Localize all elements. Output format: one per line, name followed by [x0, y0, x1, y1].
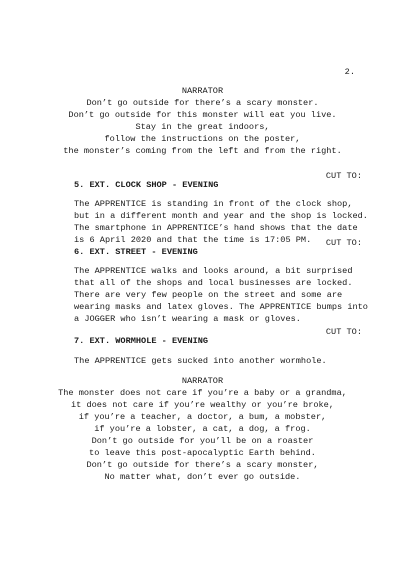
action-line: The APPRENTICE is standing in front of the clock shop,	[74, 199, 353, 209]
action-line: wearing masks and latex gloves. The APPRENTICE bumps into	[74, 302, 368, 312]
action-line: a JOGGER who isn’t wearing a mask or gloves.	[74, 314, 301, 324]
transition-cut-to: CUT TO:	[325, 171, 362, 181]
dialogue-line: to leave this post-apocalyptic Earth behind.	[89, 448, 316, 458]
transition-cut-to: CUT TO:	[325, 327, 362, 337]
action-line: The APPRENTICE walks and looks around, a bit surprised	[74, 266, 353, 276]
action-line: that all of the shops and local businesses are locked.	[74, 278, 353, 288]
dialogue-line: the monster’s coming from the left and from the right.	[63, 146, 342, 156]
action-line: The APPRENTICE gets sucked into another wormhole.	[74, 356, 327, 366]
action-line: The smartphone in APPRENTICE’s hand shows that the date	[74, 223, 358, 233]
dialogue-line: Don’t go outside for there’s a scary monster.	[86, 98, 319, 108]
dialogue-line: if you’re a teacher, a doctor, a bum, a mobster,	[78, 412, 327, 422]
page-number: 2.	[344, 67, 355, 77]
dialogue-line: No matter what, don’t ever go outside.	[104, 472, 301, 482]
dialogue-line: follow the instructions on the poster,	[104, 134, 301, 144]
dialogue-line: Stay in the great indoors,	[135, 122, 270, 132]
action-line: but in a different month and year and the shop is locked.	[74, 211, 368, 221]
dialogue-line: Don’t go outside for you’ll be on a roaster	[91, 436, 314, 446]
action-line: There are very few people on the street and some are	[74, 290, 343, 300]
action-line: is 6 April 2020 and that the time is 17:05 PM.	[74, 235, 312, 245]
narrator-speaker-1: NARRATOR	[181, 86, 224, 96]
narrator-speaker-2: NARRATOR	[181, 376, 224, 386]
dialogue-line: if you’re a lobster, a cat, a dog, a frog.	[94, 424, 311, 434]
scene-heading-7: 7. EXT. WORMHOLE - EVENING	[74, 336, 209, 346]
dialogue-line: it does not care if you’re wealthy or you’re broke,	[70, 400, 334, 410]
dialogue-line: Don’t go outside for this monster will eat you live.	[68, 110, 337, 120]
dialogue-line: The monster does not care if you’re a baby or a grandma,	[58, 388, 347, 398]
transition-cut-to: CUT TO:	[325, 238, 362, 248]
dialogue-line: Don’t go outside for there’s a scary monster,	[86, 460, 319, 470]
scene-heading-5: 5. EXT. CLOCK SHOP - EVENING	[74, 180, 219, 190]
scene-heading-6: 6. EXT. STREET - EVENING	[74, 247, 198, 257]
